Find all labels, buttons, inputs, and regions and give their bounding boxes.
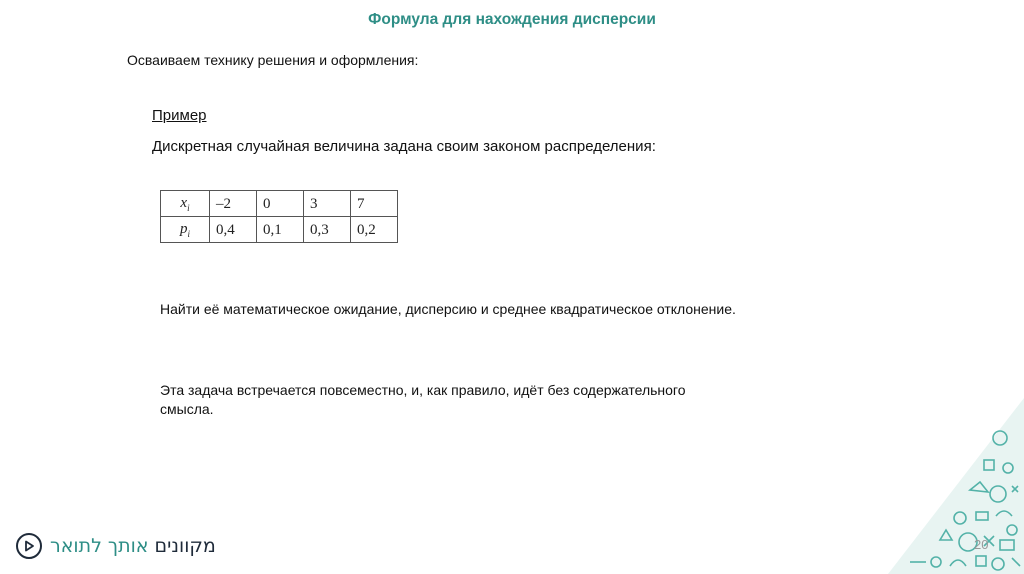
table-cell: 0 [257,191,304,217]
example-label: Пример [152,107,207,124]
problem-statement: Дискретная случайная величина задана своим законом распределения: [152,138,656,155]
page-number: 20 [974,537,989,552]
task-text: Найти её математическое ожидание, дисперсию и среднее квадратическое отклонение. [160,301,736,317]
decorative-triangle-pattern [880,390,1024,574]
remark-text: Эта задача встречается повсеместно, и, как правило, идёт без содержательного смысла. [160,382,686,417]
slide-subtitle: Осваиваем технику решения и оформления: [127,52,419,68]
table-cell: 7 [351,191,398,217]
table-row-x [161,191,398,217]
brand-name-accent: אותך לתואר [50,535,149,557]
row-label-x: $x_i$ [161,191,210,217]
table-cell: 0,4 [210,217,257,243]
slide-title: Формула для нахождения дисперсии [368,11,656,28]
table-cell: 0,3 [304,217,351,243]
brand-name-main: מקוונים [154,535,216,557]
table-cell: –2 [210,191,257,217]
distribution-table [160,190,398,243]
table-cell: 0,1 [257,217,304,243]
play-circle-icon [16,533,42,559]
table-cell: 0,2 [351,217,398,243]
table-row-p [161,217,398,243]
brand-name [50,535,216,557]
table-cell: 3 [304,191,351,217]
row-label-p: $p_i$ [161,217,210,243]
brand-logo [16,533,216,559]
